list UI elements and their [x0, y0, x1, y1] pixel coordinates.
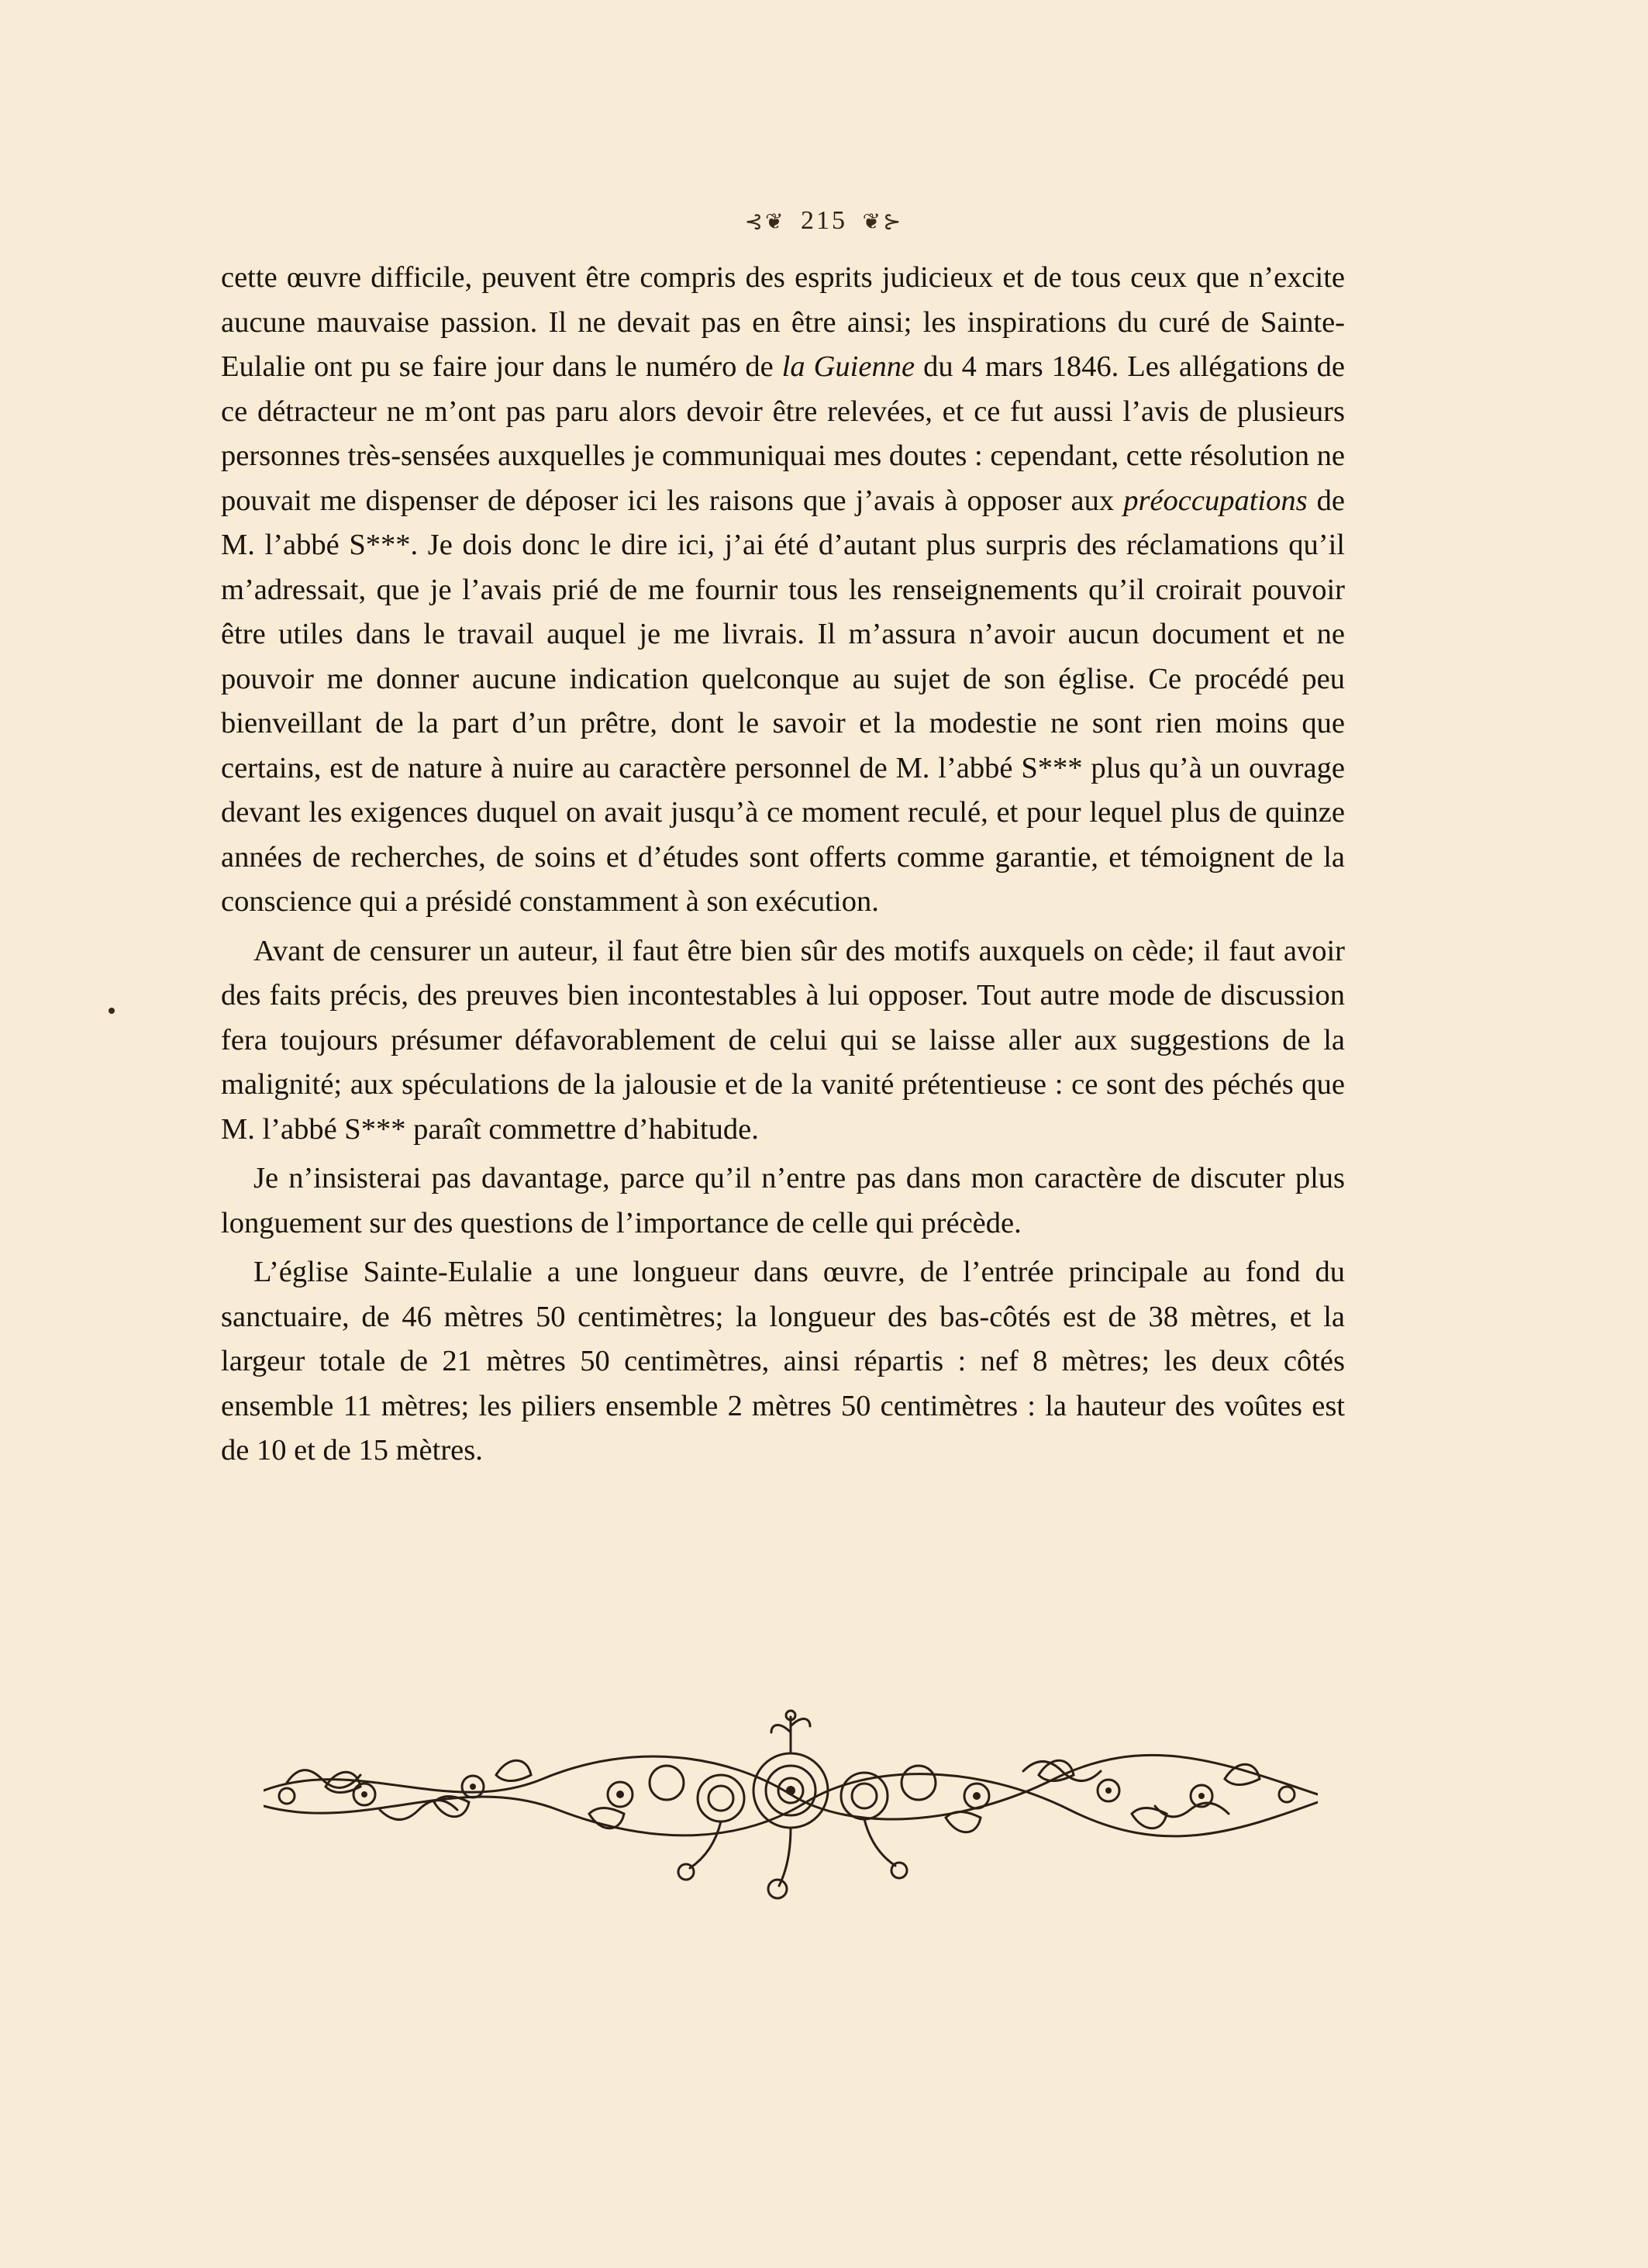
preoccupations-italic: préoccupations: [1123, 484, 1308, 517]
paragraph-1-part-2: du 4 mars 1846. Les allégations de ce détracteur ne m’ont pas paru alors devoir être relevées, et ce fut aussi l’avis de plusieurs personnes très-sensées auxquelles je communiquai mes doutes : cependant, cette résolution ne pouvait me dispenser de déposer ici les raisons que j’avais à opposer aux: [221, 350, 1346, 517]
body-text: [221, 256, 1345, 1474]
paragraph-4: L’église Sainte-Eulalie a une longueur dans œuvre, de l’entrée principale au fond du sanctuaire, de 46 mètres 50 centimètres; la longueur des bas-côtés est de 38 mètres, et la largeur totale de 21 mètres 50 centimètres, ainsi répartis : nef 8 mètres; les deux côtés ensemble 11 mètres; les piliers ensemble 2 mètres 50 centimètres : la hauteur des voûtes est de 10 et de 15 mètres.: [221, 1256, 1345, 1467]
margin-dot-mark: [109, 1008, 115, 1014]
paragraph-3: Je n’insisterai pas davantage, parce qu’il n’entre pas dans mon caractère de discuter plus longuement sur des questions de l’importance de celle qui précède.: [221, 1162, 1345, 1239]
paragraph-1: [221, 256, 1345, 925]
right-ornament-icon: ❦⊱: [862, 210, 904, 234]
journal-title-italic: la Guienne: [781, 350, 915, 383]
paragraph-1-part-3: de M. l’abbé S***. Je dois donc le dire ici, j’ai été d’autant plus surpris des réclamations qu’il m’adressait, que je l’avais prié de me fournir tous les renseignements qu’il croirait pouvoir être utiles dans le travail auquel je me livrais. Il m’assura n’avoir aucun document et ne pouvoir me donner aucune indication quelconque au sujet de son église. Ce procédé peu bienveillant de la part d’un prêtre, dont le savoir et la modestie ne sont rien moins que certains, est de nature à nuire au caractère personnel de M. l’abbé S*** plus qu’à un ouvrage devant les exigences duquel on avait jusqu’à ce moment reculé, et pour lequel plus de quinze années de recherches, de soins et d’études sont offerts comme garantie, et témoignent de la conscience qui a présidé constamment à son exécution.: [221, 484, 1346, 918]
paragraph-1-part-1: cette œuvre difficile, peuvent être compris des esprits judicieux et de tous ceux que n’excite aucune mauvaise passion. Il ne devait pas en être ainsi; les inspirations du curé de Sainte-Eulalie ont pu se faire jour dans le numéro de: [221, 261, 1345, 383]
page-header: [0, 206, 1648, 236]
paragraph-2: Avant de censurer un auteur, il faut être bien sûr des motifs auxquels on cède; il faut avoir des faits précis, des preuves bien incontestables à lui opposer. Tout autre mode de discussion fera toujours présumer défavorablement de celui qui se laisse aller aux suggestions de la malignité; aux spéculations de la jalousie et de la vanité prétentieuse : ce sont des péchés que M. l’abbé S*** paraît commettre d’habitude.: [221, 934, 1345, 1146]
floral-garland-icon: [264, 1709, 1318, 1911]
page-number: 215: [801, 206, 847, 235]
left-ornament-icon: ⊰❦: [744, 210, 786, 234]
